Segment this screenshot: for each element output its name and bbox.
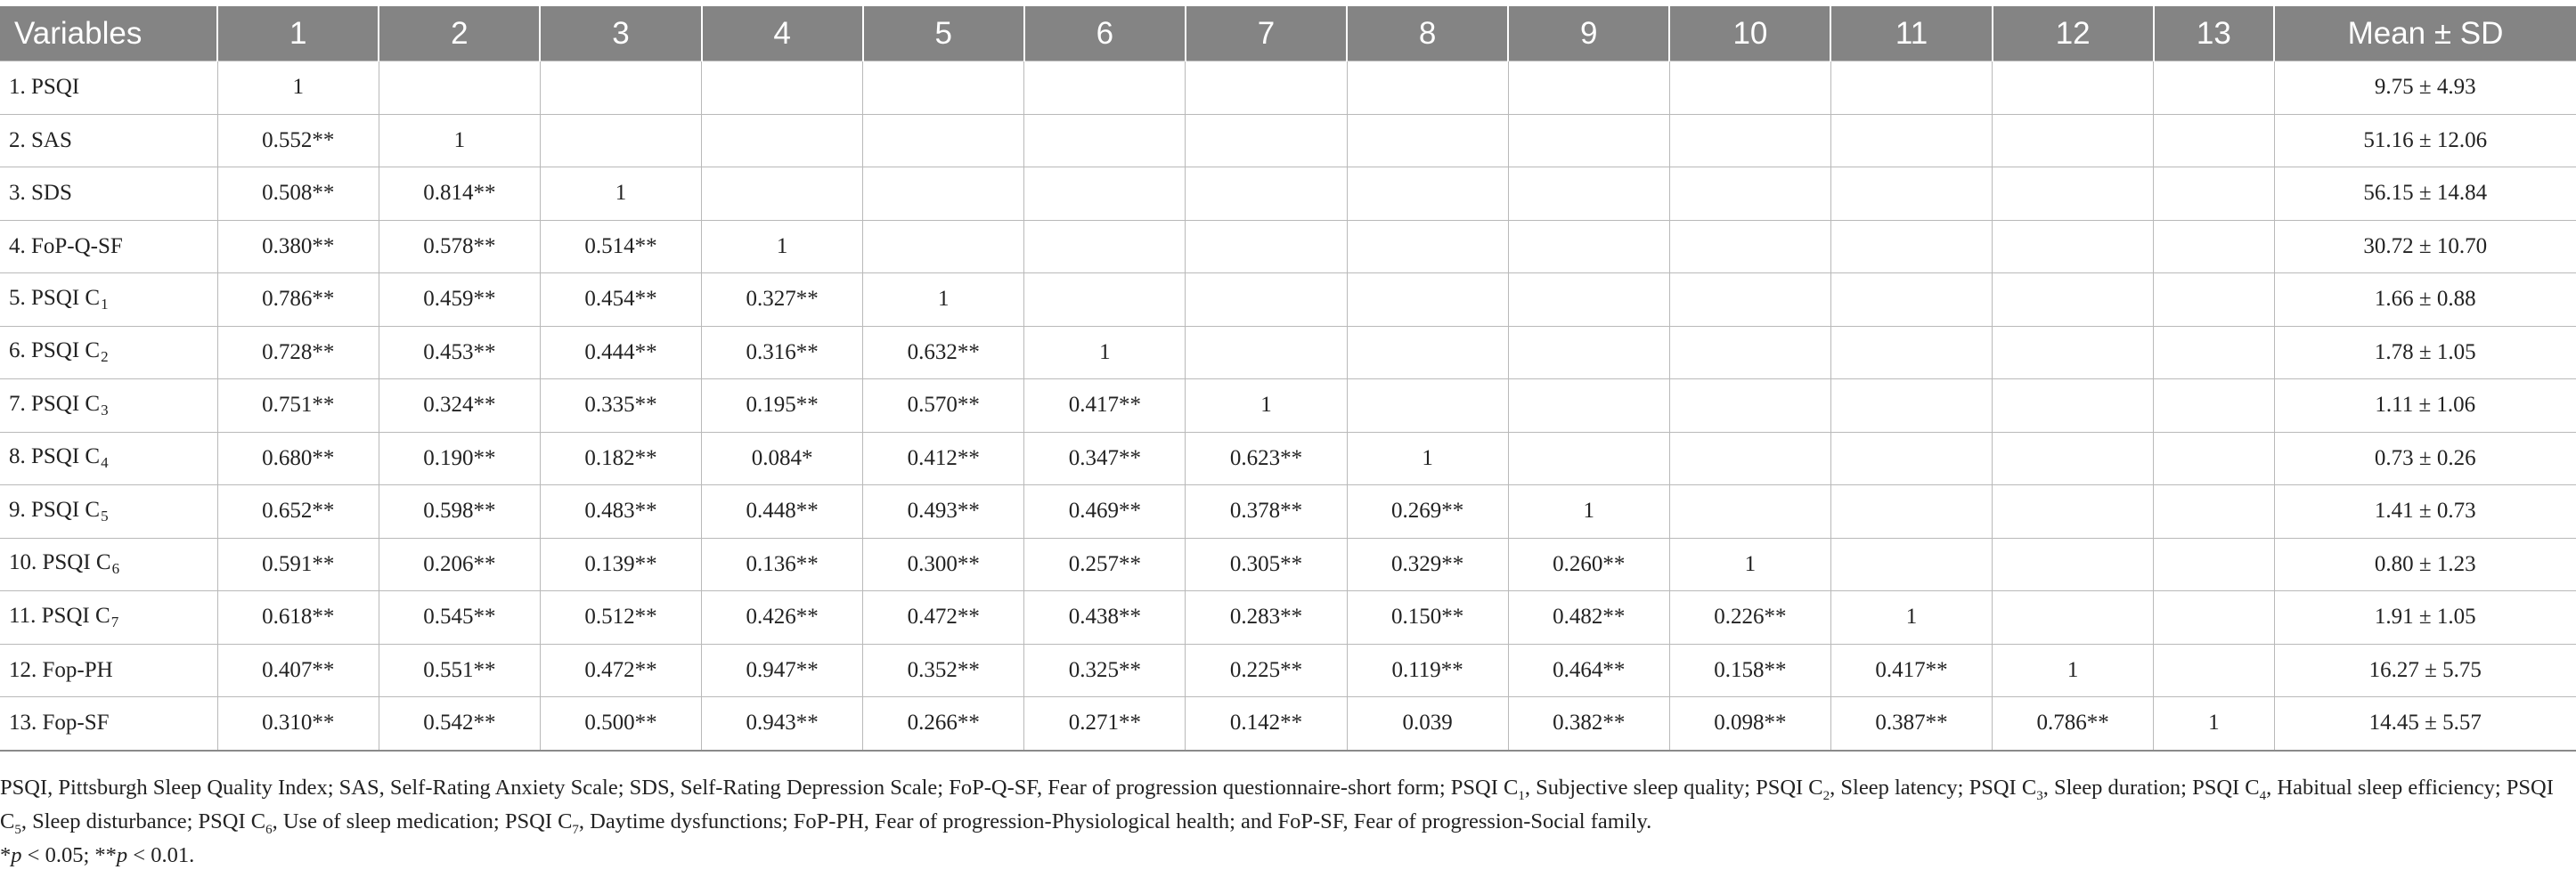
correlation-cell: 0.680** xyxy=(217,432,379,485)
mean-sd-cell: 51.16 ± 12.06 xyxy=(2274,114,2576,167)
correlation-cell: 0.728** xyxy=(217,326,379,379)
header-col-13: 13 xyxy=(2154,6,2274,61)
variable-name: 6. PSQI C xyxy=(9,338,101,363)
correlation-cell: 1 xyxy=(379,114,540,167)
correlation-cell xyxy=(1993,379,2154,433)
correlation-cell: 0.190** xyxy=(379,432,540,485)
correlation-cell xyxy=(2154,326,2274,379)
correlation-cell: 0.493** xyxy=(863,485,1024,539)
variable-label xyxy=(0,697,217,751)
correlation-cell xyxy=(863,220,1024,273)
correlation-cell: 0.324** xyxy=(379,379,540,433)
correlation-cell xyxy=(1024,167,1186,221)
correlation-cell xyxy=(1830,538,1992,591)
correlation-cell xyxy=(1669,273,1830,327)
table-row xyxy=(0,644,2576,697)
correlation-cell xyxy=(1830,379,1992,433)
correlation-cell xyxy=(1024,114,1186,167)
table-row xyxy=(0,167,2576,221)
note-subscript: 5 xyxy=(14,822,21,837)
mean-sd-cell: 1.91 ± 1.05 xyxy=(2274,591,2576,645)
note-text: , Use of sleep medication; PSQI C xyxy=(272,809,573,833)
correlation-cell: 0.271** xyxy=(1024,697,1186,751)
correlation-cell xyxy=(1993,61,2154,115)
correlation-cell: 0.508** xyxy=(217,167,379,221)
header-col-8: 8 xyxy=(1347,6,1508,61)
correlation-cell: 0.623** xyxy=(1186,432,1347,485)
note-text: < 0.05; ** xyxy=(21,843,117,867)
note-text: , Subjective sleep quality; PSQI C xyxy=(1524,776,1823,800)
correlation-cell: 0.142** xyxy=(1186,697,1347,751)
component-subscript: 6 xyxy=(111,560,120,578)
correlation-cell xyxy=(863,61,1024,115)
variable-label xyxy=(0,644,217,697)
header-mean-sd: Mean ± SD xyxy=(2274,6,2576,61)
correlation-cell xyxy=(2154,379,2274,433)
correlation-cell: 0.139** xyxy=(540,538,701,591)
correlation-cell xyxy=(1669,61,1830,115)
correlation-cell xyxy=(1508,432,1669,485)
variable-name: 4. FoP-Q-SF xyxy=(9,233,123,258)
correlation-cell: 0.453** xyxy=(379,326,540,379)
correlation-cell xyxy=(1508,220,1669,273)
correlation-cell: 0.570** xyxy=(863,379,1024,433)
variable-name: 13. Fop-SF xyxy=(9,711,110,736)
correlation-cell: 0.380** xyxy=(217,220,379,273)
header-col-11: 11 xyxy=(1830,6,1992,61)
correlation-cell: 1 xyxy=(1347,432,1508,485)
correlation-cell xyxy=(2154,644,2274,697)
correlation-cell: 1 xyxy=(1024,326,1186,379)
note-text: , Sleep latency; PSQI C xyxy=(1830,776,2037,800)
correlation-cell: 0.632** xyxy=(863,326,1024,379)
correlation-cell: 1 xyxy=(1508,485,1669,539)
correlation-cell: 0.943** xyxy=(702,697,863,751)
note-text: , Sleep duration; PSQI C xyxy=(2042,776,2260,800)
correlation-cell xyxy=(1830,273,1992,327)
correlation-cell xyxy=(1508,167,1669,221)
correlation-cell: 0.225** xyxy=(1186,644,1347,697)
correlation-cell xyxy=(2154,591,2274,645)
correlation-cell: 0.472** xyxy=(863,591,1024,645)
note-subscript: 1 xyxy=(1518,788,1525,803)
correlation-cell xyxy=(2154,61,2274,115)
correlation-cell xyxy=(1993,538,2154,591)
variable-name: 10. PSQI C xyxy=(9,550,111,575)
correlation-cell: 0.136** xyxy=(702,538,863,591)
correlation-cell: 0.382** xyxy=(1508,697,1669,751)
variable-name: 7. PSQI C xyxy=(9,391,101,416)
note-text: < 0.01. xyxy=(127,843,195,867)
correlation-cell xyxy=(1830,220,1992,273)
table-header-row xyxy=(0,6,2576,61)
correlation-cell xyxy=(1830,326,1992,379)
correlation-cell: 0.412** xyxy=(863,432,1024,485)
correlation-cell: 0.814** xyxy=(379,167,540,221)
variable-label xyxy=(0,326,217,379)
correlation-cell: 1 xyxy=(863,273,1024,327)
note-text: PSQI, Pittsburgh Sleep Quality Index; SAS, Self-Rating Anxiety Scale; SDS, Self-Rating Depression Scale; FoP-Q-SF, Fear of progression questionnaire-short form; PSQI C xyxy=(0,776,1519,800)
table-row xyxy=(0,61,2576,115)
correlation-cell xyxy=(1993,273,2154,327)
variable-name: 12. Fop-PH xyxy=(9,657,113,682)
variable-name: 9. PSQI C xyxy=(9,497,101,522)
header-col-9: 9 xyxy=(1508,6,1669,61)
variable-label xyxy=(0,114,217,167)
correlation-cell: 0.300** xyxy=(863,538,1024,591)
correlation-cell: 0.786** xyxy=(217,273,379,327)
header-col-10: 10 xyxy=(1669,6,1830,61)
correlation-cell xyxy=(1347,114,1508,167)
correlation-cell: 0.551** xyxy=(379,644,540,697)
correlation-cell: 0.310** xyxy=(217,697,379,751)
table-row xyxy=(0,485,2576,539)
correlation-cell xyxy=(1993,114,2154,167)
correlation-cell xyxy=(1347,273,1508,327)
correlation-cell: 0.469** xyxy=(1024,485,1186,539)
table-row xyxy=(0,220,2576,273)
correlation-cell xyxy=(1830,167,1992,221)
correlation-cell: 0.500** xyxy=(540,697,701,751)
component-subscript: 4 xyxy=(101,454,109,472)
variable-label xyxy=(0,538,217,591)
correlation-cell xyxy=(1347,61,1508,115)
note-subscript: 4 xyxy=(2259,788,2267,803)
correlation-cell xyxy=(1508,114,1669,167)
note-italic: p xyxy=(116,843,128,867)
correlation-cell: 0.039 xyxy=(1347,697,1508,751)
correlation-cell: 1 xyxy=(1993,644,2154,697)
correlation-cell: 0.352** xyxy=(863,644,1024,697)
correlation-cell xyxy=(1830,114,1992,167)
variable-label xyxy=(0,273,217,327)
correlation-cell: 0.751** xyxy=(217,379,379,433)
note-subscript: 7 xyxy=(572,822,579,837)
note-subscript: 2 xyxy=(1822,788,1830,803)
correlation-cell: 0.266** xyxy=(863,697,1024,751)
correlation-cell: 1 xyxy=(2154,697,2274,751)
component-subscript: 1 xyxy=(101,295,109,313)
correlation-cell xyxy=(702,114,863,167)
header-variables: Variables xyxy=(0,6,217,61)
variable-label xyxy=(0,220,217,273)
correlation-cell: 0.459** xyxy=(379,273,540,327)
header-col-7: 7 xyxy=(1186,6,1347,61)
correlation-cell: 0.786** xyxy=(1993,697,2154,751)
correlation-cell xyxy=(1508,61,1669,115)
correlation-cell xyxy=(1508,273,1669,327)
correlation-cell xyxy=(1186,220,1347,273)
correlation-cell: 0.947** xyxy=(702,644,863,697)
correlation-cell xyxy=(1830,61,1992,115)
correlation-cell: 0.482** xyxy=(1508,591,1669,645)
note-text: * xyxy=(0,843,12,867)
note-text: , Sleep disturbance; PSQI C xyxy=(20,809,266,833)
correlation-cell xyxy=(1024,61,1186,115)
variable-label xyxy=(0,61,217,115)
correlation-cell: 0.448** xyxy=(702,485,863,539)
correlation-cell xyxy=(2154,167,2274,221)
note-subscript: 6 xyxy=(265,822,273,837)
correlation-cell xyxy=(1347,379,1508,433)
variable-name: 1. PSQI xyxy=(9,75,80,100)
correlation-cell xyxy=(2154,485,2274,539)
correlation-cell xyxy=(1669,379,1830,433)
correlation-cell: 0.257** xyxy=(1024,538,1186,591)
correlation-cell xyxy=(2154,432,2274,485)
mean-sd-cell: 16.27 ± 5.75 xyxy=(2274,644,2576,697)
correlation-cell xyxy=(1830,485,1992,539)
correlation-cell xyxy=(863,114,1024,167)
correlation-cell: 0.652** xyxy=(217,485,379,539)
correlation-cell: 0.084* xyxy=(702,432,863,485)
correlation-table xyxy=(0,6,2576,752)
correlation-cell: 0.269** xyxy=(1347,485,1508,539)
correlation-cell: 1 xyxy=(1186,379,1347,433)
component-subscript: 7 xyxy=(110,613,119,630)
correlation-cell xyxy=(702,167,863,221)
note-text: , Daytime dysfunctions; FoP-PH, Fear of progression-Physiological health; and FoP-SF, Fear of progression-Social family. xyxy=(578,809,1652,833)
correlation-cell: 0.618** xyxy=(217,591,379,645)
correlation-cell: 0.407** xyxy=(217,644,379,697)
correlation-cell xyxy=(1993,591,2154,645)
mean-sd-cell: 1.41 ± 0.73 xyxy=(2274,485,2576,539)
correlation-cell: 0.316** xyxy=(702,326,863,379)
correlation-cell xyxy=(1830,432,1992,485)
correlation-cell xyxy=(1669,326,1830,379)
correlation-cell: 0.454** xyxy=(540,273,701,327)
correlation-cell: 1 xyxy=(1669,538,1830,591)
mean-sd-cell: 0.80 ± 1.23 xyxy=(2274,538,2576,591)
variable-name: 11. PSQI C xyxy=(9,603,110,628)
mean-sd-cell: 30.72 ± 10.70 xyxy=(2274,220,2576,273)
correlation-cell xyxy=(1186,273,1347,327)
table-row xyxy=(0,538,2576,591)
correlation-cell: 0.552** xyxy=(217,114,379,167)
variable-name: 2. SAS xyxy=(9,127,72,152)
correlation-cell: 0.098** xyxy=(1669,697,1830,751)
mean-sd-cell: 1.66 ± 0.88 xyxy=(2274,273,2576,327)
correlation-cell xyxy=(1669,167,1830,221)
mean-sd-cell: 14.45 ± 5.57 xyxy=(2274,697,2576,751)
correlation-cell xyxy=(379,61,540,115)
correlation-cell: 0.378** xyxy=(1186,485,1347,539)
variable-label xyxy=(0,167,217,221)
correlation-cell xyxy=(1186,167,1347,221)
correlation-cell xyxy=(1347,326,1508,379)
variable-label xyxy=(0,485,217,539)
correlation-cell xyxy=(2154,114,2274,167)
mean-sd-cell: 1.11 ± 1.06 xyxy=(2274,379,2576,433)
correlation-cell xyxy=(1669,485,1830,539)
significance-note xyxy=(0,839,2570,873)
mean-sd-cell: 0.73 ± 0.26 xyxy=(2274,432,2576,485)
correlation-cell: 0.514** xyxy=(540,220,701,273)
header-col-5: 5 xyxy=(863,6,1024,61)
correlation-cell xyxy=(1186,61,1347,115)
variable-label xyxy=(0,432,217,485)
correlation-cell: 0.182** xyxy=(540,432,701,485)
correlation-cell xyxy=(1024,273,1186,327)
variable-name: 8. PSQI C xyxy=(9,444,101,469)
table-footnotes xyxy=(0,771,2570,873)
correlation-cell xyxy=(1024,220,1186,273)
abbreviations-note xyxy=(0,771,2570,839)
correlation-cell xyxy=(1669,114,1830,167)
correlation-cell: 0.464** xyxy=(1508,644,1669,697)
correlation-cell: 0.347** xyxy=(1024,432,1186,485)
table-body xyxy=(0,61,2576,751)
correlation-cell: 0.426** xyxy=(702,591,863,645)
table-row xyxy=(0,591,2576,645)
correlation-cell xyxy=(1993,220,2154,273)
correlation-cell xyxy=(1186,326,1347,379)
component-subscript: 2 xyxy=(101,348,109,366)
table-row xyxy=(0,697,2576,751)
mean-sd-cell: 56.15 ± 14.84 xyxy=(2274,167,2576,221)
table-row xyxy=(0,379,2576,433)
correlation-cell: 0.472** xyxy=(540,644,701,697)
variable-name: 5. PSQI C xyxy=(9,285,101,310)
correlation-cell: 0.545** xyxy=(379,591,540,645)
header-col-2: 2 xyxy=(379,6,540,61)
table-row xyxy=(0,273,2576,327)
correlation-cell xyxy=(1993,485,2154,539)
correlation-cell: 0.195** xyxy=(702,379,863,433)
correlation-cell: 1 xyxy=(702,220,863,273)
correlation-cell: 0.483** xyxy=(540,485,701,539)
correlation-cell xyxy=(702,61,863,115)
correlation-cell: 0.226** xyxy=(1669,591,1830,645)
correlation-cell xyxy=(1669,432,1830,485)
correlation-cell: 0.119** xyxy=(1347,644,1508,697)
correlation-cell: 0.335** xyxy=(540,379,701,433)
header-col-6: 6 xyxy=(1024,6,1186,61)
correlation-cell: 0.283** xyxy=(1186,591,1347,645)
correlation-cell: 0.150** xyxy=(1347,591,1508,645)
variable-label xyxy=(0,379,217,433)
variable-label xyxy=(0,591,217,645)
correlation-cell: 0.327** xyxy=(702,273,863,327)
correlation-cell xyxy=(1993,326,2154,379)
correlation-cell: 0.206** xyxy=(379,538,540,591)
correlation-cell: 0.305** xyxy=(1186,538,1347,591)
mean-sd-cell: 9.75 ± 4.93 xyxy=(2274,61,2576,115)
correlation-cell xyxy=(540,61,701,115)
correlation-cell: 1 xyxy=(217,61,379,115)
correlation-cell xyxy=(540,114,701,167)
correlation-cell xyxy=(2154,273,2274,327)
correlation-cell: 0.598** xyxy=(379,485,540,539)
correlation-cell: 0.158** xyxy=(1669,644,1830,697)
correlation-cell xyxy=(1347,167,1508,221)
correlation-cell xyxy=(1347,220,1508,273)
header-col-3: 3 xyxy=(540,6,701,61)
correlation-cell: 0.417** xyxy=(1024,379,1186,433)
table-row xyxy=(0,114,2576,167)
correlation-cell xyxy=(1186,114,1347,167)
mean-sd-cell: 1.78 ± 1.05 xyxy=(2274,326,2576,379)
correlation-cell: 1 xyxy=(540,167,701,221)
correlation-cell: 0.444** xyxy=(540,326,701,379)
header-col-12: 12 xyxy=(1993,6,2154,61)
correlation-cell: 0.542** xyxy=(379,697,540,751)
table-container xyxy=(0,6,2576,752)
correlation-cell xyxy=(2154,538,2274,591)
note-italic: p xyxy=(11,843,22,867)
correlation-cell: 0.438** xyxy=(1024,591,1186,645)
table-row xyxy=(0,326,2576,379)
correlation-cell: 0.512** xyxy=(540,591,701,645)
correlation-cell xyxy=(1508,326,1669,379)
correlation-cell: 1 xyxy=(1830,591,1992,645)
variable-name: 3. SDS xyxy=(9,181,72,206)
correlation-cell xyxy=(1993,167,2154,221)
correlation-cell: 0.260** xyxy=(1508,538,1669,591)
correlation-cell: 0.591** xyxy=(217,538,379,591)
header-col-4: 4 xyxy=(702,6,863,61)
correlation-cell: 0.329** xyxy=(1347,538,1508,591)
correlation-cell: 0.325** xyxy=(1024,644,1186,697)
header-col-1: 1 xyxy=(217,6,379,61)
note-text: , Habitual sleep efficiency; PSQI C xyxy=(0,776,2554,833)
note-subscript: 3 xyxy=(2036,788,2043,803)
correlation-cell: 0.417** xyxy=(1830,644,1992,697)
correlation-cell xyxy=(863,167,1024,221)
correlation-cell xyxy=(1993,432,2154,485)
correlation-cell: 0.387** xyxy=(1830,697,1992,751)
table-row xyxy=(0,432,2576,485)
correlation-cell xyxy=(1669,220,1830,273)
correlation-cell xyxy=(1508,379,1669,433)
component-subscript: 5 xyxy=(101,507,109,524)
component-subscript: 3 xyxy=(101,401,109,419)
correlation-cell xyxy=(2154,220,2274,273)
correlation-cell: 0.578** xyxy=(379,220,540,273)
